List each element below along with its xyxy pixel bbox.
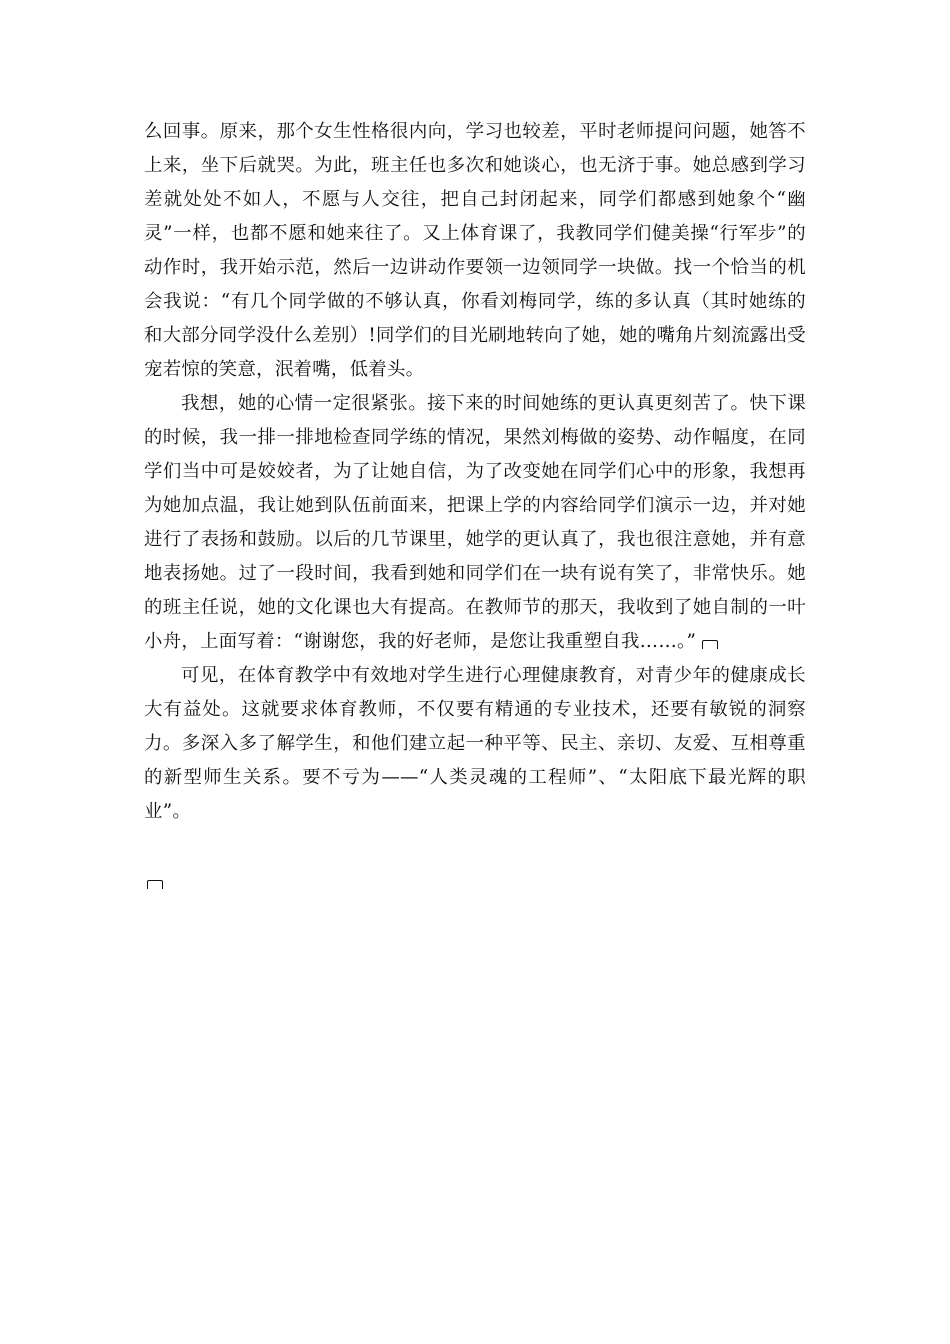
paragraph-mark-icon xyxy=(702,640,718,649)
paragraph-1-text: 么回事。原来，那个女生性格很内向，学习也较差，平时老师提问问题，她答不上来，坐下后就哭。为此，班主任也多次和她谈心，也无济于事。她总感到学习差就处处不如人，不愿与人交往，把自己封闭起来，同学们都感到她象个“幽灵”一样，也都不愿和她来往了。又上体育课了，我教同学们健美操“行军步”的动作时，我开始示范，然后一边讲动作要领一边领同学一块做。找一个恰当的机会我说：“有几个同学做的不够认真，你看刘梅同学，练的多认真（其时她练的和大部分同学没什么差别）!同学们的目光刷地转向了她，她的嘴角片刻流露出受宠若惊的笑意，泯着嘴，低着头。 xyxy=(144,121,806,380)
paragraph-3-text: 可见，在体育教学中有效地对学生进行心理健康教育，对青少年的健康成长大有益处。这就要求体育教师，不仅要有精通的专业技术，还要有敏锐的洞察力。多深入多了解学生，和他们建立起一种平等、民主、亲切、友爱、互相尊重的新型师生关系。要不亏为——“人类灵魂的工程师”、“太阳底下最光辉的职业”。 xyxy=(144,665,806,822)
paragraph-2 xyxy=(144,387,806,659)
body-text xyxy=(144,115,806,829)
paragraph-3 xyxy=(144,659,806,829)
paragraph-1 xyxy=(144,115,806,387)
paragraph-2-text: 我想，她的心情一定很紧张。接下来的时间她练的更认真更刻苦了。快下课的时候，我一排一排地检查同学练的情况，果然刘梅做的姿势、动作幅度，在同学们当中可是姣姣者，为了让她自信，为了改变她在同学们心中的形象，我想再为她加点温，我让她到队伍前面来，把课上学的内容给同学们演示一边，并对她进行了表扬和鼓励。以后的几节课里，她学的更认真了，我也很注意她，并有意地表扬她。过了一段时间，我看到她和同学们在一块有说有笑了，非常快乐。她的班主任说，她的文化课也大有提高。在教师节的那天，我收到了她自制的一叶小舟，上面写着：“谢谢您，我的好老师，是您让我重塑自我……。” xyxy=(144,393,806,652)
end-paragraph-mark-icon xyxy=(147,880,163,889)
